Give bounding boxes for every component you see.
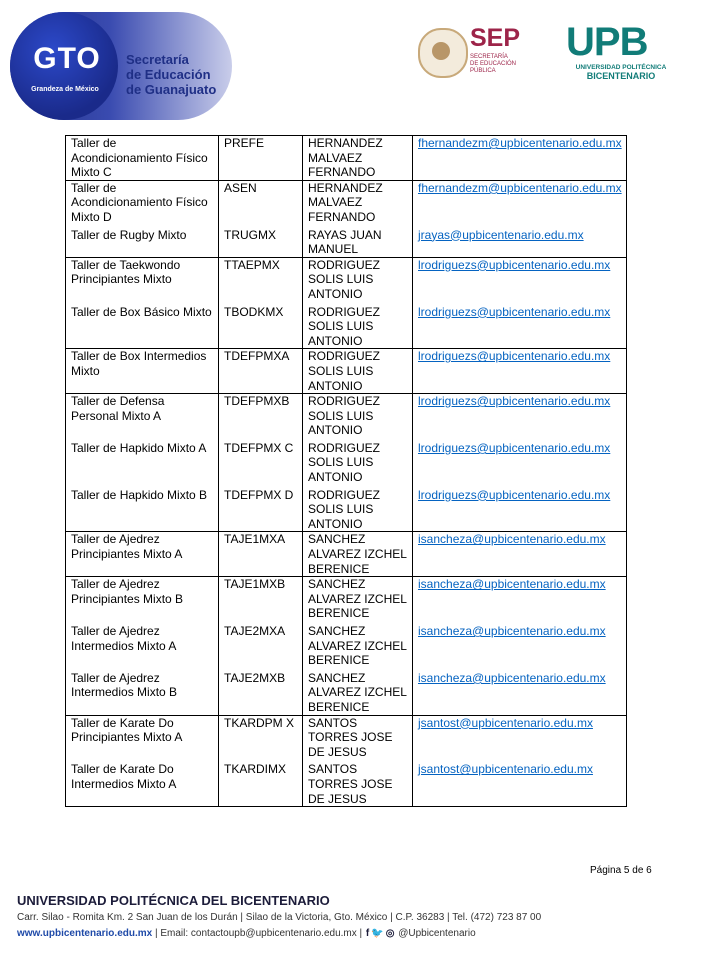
instructor-name-cell: [303, 349, 413, 394]
workshop-name: Taller de Ajedrez Intermedios Mixto A: [71, 624, 177, 653]
workshop-name-cell: [66, 257, 219, 304]
workshop-code-cell: [219, 532, 303, 577]
footer-email: | Email: contactoupb@upbicentenario.edu.mx |: [152, 928, 365, 939]
upb-subtitle: UNIVERSIDAD POLITÉCNICA BICENTENARIO: [575, 64, 667, 81]
instructor-email-cell: [413, 136, 627, 181]
instructor-name-cell: [303, 577, 413, 624]
workshop-code-cell: [219, 624, 303, 671]
gto-secretaria: Secretaría de Educación de Guanajuato: [126, 52, 217, 97]
table-row-group: [66, 577, 627, 715]
instructor-name-cell: [303, 180, 413, 227]
instructor-name-cell: [303, 441, 413, 488]
workshop-code: TAJE2MXB: [224, 670, 286, 685]
table-row: [66, 180, 627, 227]
table-row: [66, 532, 627, 577]
workshop-name-cell: [66, 624, 219, 671]
instructor-email-cell: [413, 671, 627, 715]
workshop-name: Taller de Rugby Mixto: [71, 227, 187, 242]
table-row: [66, 136, 627, 181]
instructor-name: RODRIGUEZ SOLIS LUIS ANTONIO: [308, 304, 380, 348]
workshop-name: Taller de Acondicionamiento Físico Mixto D: [71, 180, 208, 224]
workshop-name-cell: [66, 441, 219, 488]
instructor-name-cell: [303, 762, 413, 806]
gto-tagline: Grandeza de México: [31, 86, 99, 93]
workshop-code: TKARDIMX: [224, 762, 287, 777]
page-number: Página 5 de 6: [590, 865, 652, 876]
instagram-icon[interactable]: ◎: [385, 928, 395, 939]
workshop-name-cell: [66, 136, 219, 181]
workshop-code: TAJE1MXA: [224, 532, 286, 547]
workshop-code-cell: [219, 305, 303, 349]
workshop-code: TAJE2MXA: [224, 624, 286, 638]
table-row: [66, 257, 627, 304]
instructor-email-cell: [413, 441, 627, 488]
table-row: [66, 228, 627, 258]
instructor-email[interactable]: isancheza@upbicentenario.edu.mx: [418, 532, 606, 547]
workshop-code-cell: [219, 136, 303, 181]
workshop-name-cell: [66, 180, 219, 227]
gto-logo-circle: [10, 12, 118, 120]
footer-website-link[interactable]: www.upbicentenario.edu.mx: [17, 928, 153, 939]
workshops-table: [65, 135, 627, 807]
instructor-email[interactable]: lrodriguezs@upbicentenario.edu.mx: [418, 487, 611, 502]
instructor-email-cell: [413, 488, 627, 532]
table-row-group: [66, 180, 627, 257]
table-row-group: [66, 349, 627, 394]
instructor-name-cell: [303, 624, 413, 671]
facebook-icon[interactable]: f: [365, 928, 370, 939]
instructor-email-cell: [413, 180, 627, 227]
workshop-name-cell: [66, 394, 219, 441]
workshop-name-cell: [66, 488, 219, 532]
footer-contact-line: [17, 928, 476, 939]
workshop-name-cell: [66, 715, 219, 762]
workshop-name-cell: [66, 349, 219, 394]
workshop-code: TAJE1MXB: [224, 577, 286, 592]
instructor-email-cell: [413, 305, 627, 349]
table-row: [66, 349, 627, 394]
upb-logo: UPB: [566, 20, 648, 64]
instructor-name: RODRIGUEZ SOLIS LUIS ANTONIO: [308, 440, 380, 485]
instructor-name: RAYAS JUAN MANUEL: [308, 227, 382, 257]
workshop-code: TDEFPMXB: [224, 394, 290, 409]
instructor-email-cell: [413, 394, 627, 441]
workshop-code: TDEFPMX C: [224, 440, 294, 455]
workshop-code: TKARDPM X: [224, 715, 295, 730]
instructor-name: SANTOS TORRES JOSE DE JESUS: [308, 715, 393, 759]
instructor-email[interactable]: lrodriguezs@upbicentenario.edu.mx: [418, 394, 611, 409]
workshop-name-cell: [66, 532, 219, 577]
workshop-name: Taller de Acondicionamiento Físico Mixto C: [71, 136, 208, 180]
table-row-group: [66, 394, 627, 532]
workshop-name-cell: [66, 671, 219, 715]
workshop-code-cell: [219, 715, 303, 762]
sep-subtitle: SECRETARÍA DE EDUCACIÓN PÚBLICA: [470, 54, 517, 74]
instructor-email-cell: [413, 762, 627, 806]
table-row: [66, 762, 627, 806]
workshop-name: Taller de Ajedrez Intermedios Mixto B: [71, 670, 178, 700]
instructor-email-cell: [413, 715, 627, 762]
instructor-name: SANCHEZ ALVAREZ IZCHEL BERENICE: [308, 577, 407, 621]
workshop-name: Taller de Ajedrez Principiantes Mixto B: [71, 577, 184, 606]
workshop-code-cell: [219, 257, 303, 304]
workshop-name: Taller de Defensa Personal Mixto A: [71, 394, 165, 423]
twitter-icon[interactable]: 🐦: [371, 928, 384, 939]
instructor-name: SANTOS TORRES JOSE DE JESUS: [308, 762, 393, 806]
instructor-name-cell: [303, 136, 413, 181]
instructor-name-cell: [303, 257, 413, 304]
workshop-code: ASEN: [224, 180, 257, 195]
workshop-name: Taller de Karate Do Principiantes Mixto A: [71, 715, 183, 745]
instructor-email-cell: [413, 532, 627, 577]
workshop-code: TDEFPMXA: [224, 349, 290, 364]
instructor-name-cell: [303, 715, 413, 762]
instructor-email[interactable]: isancheza@upbicentenario.edu.mx: [418, 624, 606, 638]
workshop-name: Taller de Box Básico Mixto: [71, 304, 212, 319]
workshop-code-cell: [219, 394, 303, 441]
sep-seal-icon: [418, 28, 468, 78]
workshop-name-cell: [66, 305, 219, 349]
instructor-email[interactable]: lrodriguezs@upbicentenario.edu.mx: [418, 349, 611, 364]
workshop-name: Taller de Hapkido Mixto B: [71, 487, 208, 502]
instructor-email[interactable]: fhernandezm@upbicentenario.edu.mx: [418, 136, 622, 150]
workshop-code: TTAEPMX: [224, 257, 280, 272]
instructor-email-cell: [413, 349, 627, 394]
instructor-name: SANCHEZ ALVAREZ IZCHEL BERENICE: [308, 624, 407, 668]
instructor-name-cell: [303, 305, 413, 349]
workshop-name-cell: [66, 577, 219, 624]
instructor-name: HERNANDEZ MALVAEZ FERNANDO: [308, 180, 383, 224]
table-row-group: [66, 257, 627, 349]
workshop-code: PREFE: [224, 136, 265, 150]
workshop-code-cell: [219, 441, 303, 488]
table-row: [66, 671, 627, 715]
instructor-email[interactable]: isancheza@upbicentenario.edu.mx: [418, 670, 606, 685]
workshop-name: Taller de Karate Do Intermedios Mixto A: [71, 762, 177, 791]
table-row: [66, 577, 627, 624]
workshop-code-cell: [219, 762, 303, 806]
footer-social-handle: @Upbicentenario: [398, 928, 476, 939]
instructor-name: HERNANDEZ MALVAEZ FERNANDO: [308, 136, 383, 180]
sep-title: SEP: [470, 24, 521, 52]
instructor-email-cell: [413, 624, 627, 671]
table-row: [66, 441, 627, 488]
table-row: [66, 488, 627, 532]
instructor-email[interactable]: jrayas@upbicentenario.edu.mx: [418, 227, 584, 242]
workshop-code-cell: [219, 577, 303, 624]
workshop-name-cell: [66, 762, 219, 806]
instructor-name-cell: [303, 671, 413, 715]
instructor-email-cell: [413, 257, 627, 304]
instructor-email[interactable]: lrodriguezs@upbicentenario.edu.mx: [418, 257, 611, 272]
instructor-name-cell: [303, 488, 413, 532]
instructor-name-cell: [303, 394, 413, 441]
footer-university: UNIVERSIDAD POLITÉCNICA DEL BICENTENARIO: [17, 893, 330, 908]
workshop-code-cell: [219, 180, 303, 227]
instructor-email[interactable]: lrodriguezs@upbicentenario.edu.mx: [418, 440, 611, 455]
instructor-email[interactable]: jsantost@upbicentenario.edu.mx: [418, 762, 593, 777]
instructor-name: SANCHEZ ALVAREZ IZCHEL BERENICE: [308, 532, 407, 576]
workshop-name: Taller de Ajedrez Principiantes Mixto A: [71, 532, 183, 562]
workshop-code-cell: [219, 488, 303, 532]
instructor-email[interactable]: jsantost@upbicentenario.edu.mx: [418, 715, 593, 730]
table-row: [66, 715, 627, 762]
instructor-email-cell: [413, 577, 627, 624]
workshop-name: Taller de Taekwondo Principiantes Mixto: [71, 257, 181, 287]
table-row-group: [66, 715, 627, 807]
workshop-code-cell: [219, 349, 303, 394]
instructor-email[interactable]: lrodriguezs@upbicentenario.edu.mx: [418, 304, 611, 319]
workshop-code: TBODKMX: [224, 304, 284, 319]
table-row-group: [66, 136, 627, 181]
table-row: [66, 394, 627, 441]
table-row-group: [66, 532, 627, 577]
workshop-code: TRUGMX: [224, 227, 276, 242]
workshop-code-cell: [219, 671, 303, 715]
workshop-name: Taller de Box Intermedios Mixto: [71, 349, 207, 378]
instructor-email[interactable]: fhernandezm@upbicentenario.edu.mx: [418, 180, 622, 195]
footer-address: Carr. Silao - Romita Km. 2 San Juan de los Durán | Silao de la Victoria, Gto. México | C.P. 36283 | Tel. (472) 723 87 00: [17, 912, 542, 923]
instructor-name: RODRIGUEZ SOLIS LUIS ANTONIO: [308, 349, 380, 393]
instructor-name: RODRIGUEZ SOLIS LUIS ANTONIO: [308, 487, 380, 531]
instructor-name-cell: [303, 532, 413, 577]
instructor-name-cell: [303, 228, 413, 258]
instructor-name: RODRIGUEZ SOLIS LUIS ANTONIO: [308, 257, 380, 301]
instructor-email[interactable]: isancheza@upbicentenario.edu.mx: [418, 577, 606, 592]
gto-logo-text: GTO: [33, 42, 101, 75]
workshop-name-cell: [66, 228, 219, 258]
workshop-name: Taller de Hapkido Mixto A: [71, 440, 207, 455]
instructor-name: SANCHEZ ALVAREZ IZCHEL BERENICE: [308, 670, 407, 714]
instructor-name: RODRIGUEZ SOLIS LUIS ANTONIO: [308, 394, 380, 438]
table-row: [66, 624, 627, 671]
gto-logo-badge: [10, 12, 232, 120]
table-row: [66, 305, 627, 349]
workshop-code-cell: [219, 228, 303, 258]
workshop-code: TDEFPMX D: [224, 487, 294, 502]
instructor-email-cell: [413, 228, 627, 258]
